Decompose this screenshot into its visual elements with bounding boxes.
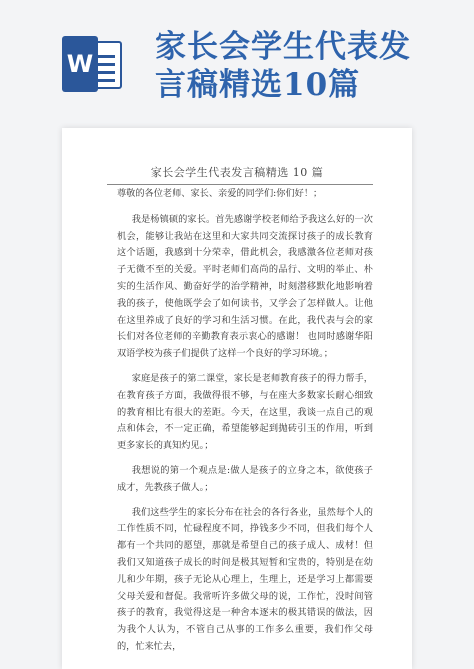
document-paragraph: 我想说的第一个观点是:做人是孩子的立身之本，欲使孩子成才，先教孩子做人。；: [117, 464, 373, 493]
document-paragraph: 家庭是孩子的第二课堂，家长是老师教育孩子的得力帮手，在教育孩子方面，我做得很不够，与在座大多数家长耐心细致的教育相比有很大的差距。今天，在这里，我谈一点自己的观点和体会，不一定正确，希望能够起到抛砖引玉的作用，听到更多家长的真知灼见。；: [117, 372, 373, 452]
document-paragraph: 我是杨镇硕的家长。首先感谢学校老师给予我这么好的一次机会，能够让我站在这里和大家共同交流探讨孩子的成长教育这个话题，我感到十分荣幸，借此机会，我感激各位老师对孩子无微不至的关爱。平时老师们高尚的品行、文明的举止、朴实的生活作风、勤奋好学的治学精神，时刻潜移默化地影响着我的孩子，使他既学会了如何读书，又学会了怎样做人。让他在这里养成了良好的学习和生活习惯。在此，我代表与会的家长们对各位老师的辛勤教育表示衷心的感谢！ 也同时感谢华阳双语学校为孩子们提供了这样一个良好的学习环境。；: [117, 213, 373, 360]
banner-title-line1: 家长会学生代表发: [155, 29, 411, 65]
document-paragraph: 尊敬的各位老师、家长、亲爱的同学们:你们好！；: [117, 188, 323, 199]
document-header: 家长会学生代表发言稿精选 10 篇: [150, 166, 324, 179]
header-divider: [107, 184, 373, 185]
word-logo-letter: W: [62, 36, 98, 92]
banner-title-line2: 言稿精选10篇: [155, 67, 361, 103]
document-page-preview: [62, 128, 412, 669]
document-paragraph: 我们这些学生的家长分布在社会的各行各业，虽然每个人的工作性质不同，忙碌程度不同，挣钱多少不同，但我们每个人都有一个共同的愿望，那就是希望自己的孩子成人、成材！但我们又知道孩子成长的时间是极其短暂和宝贵的，特别是在幼儿和少年期，孩子无论从心理上，生理上，还是学习上都需要父母关爱和督促。我常听许多做父母的说，工作忙，没时间管孩子的教育，我觉得这是一种舍本逐末的极其错误的做法，因为我个人认为，不管自己从事的工作多么重要，我们作父母的，忙来忙去，: [117, 506, 373, 652]
document-body: [117, 186, 373, 664]
banner: [0, 0, 474, 118]
word-document-icon: [62, 36, 124, 92]
